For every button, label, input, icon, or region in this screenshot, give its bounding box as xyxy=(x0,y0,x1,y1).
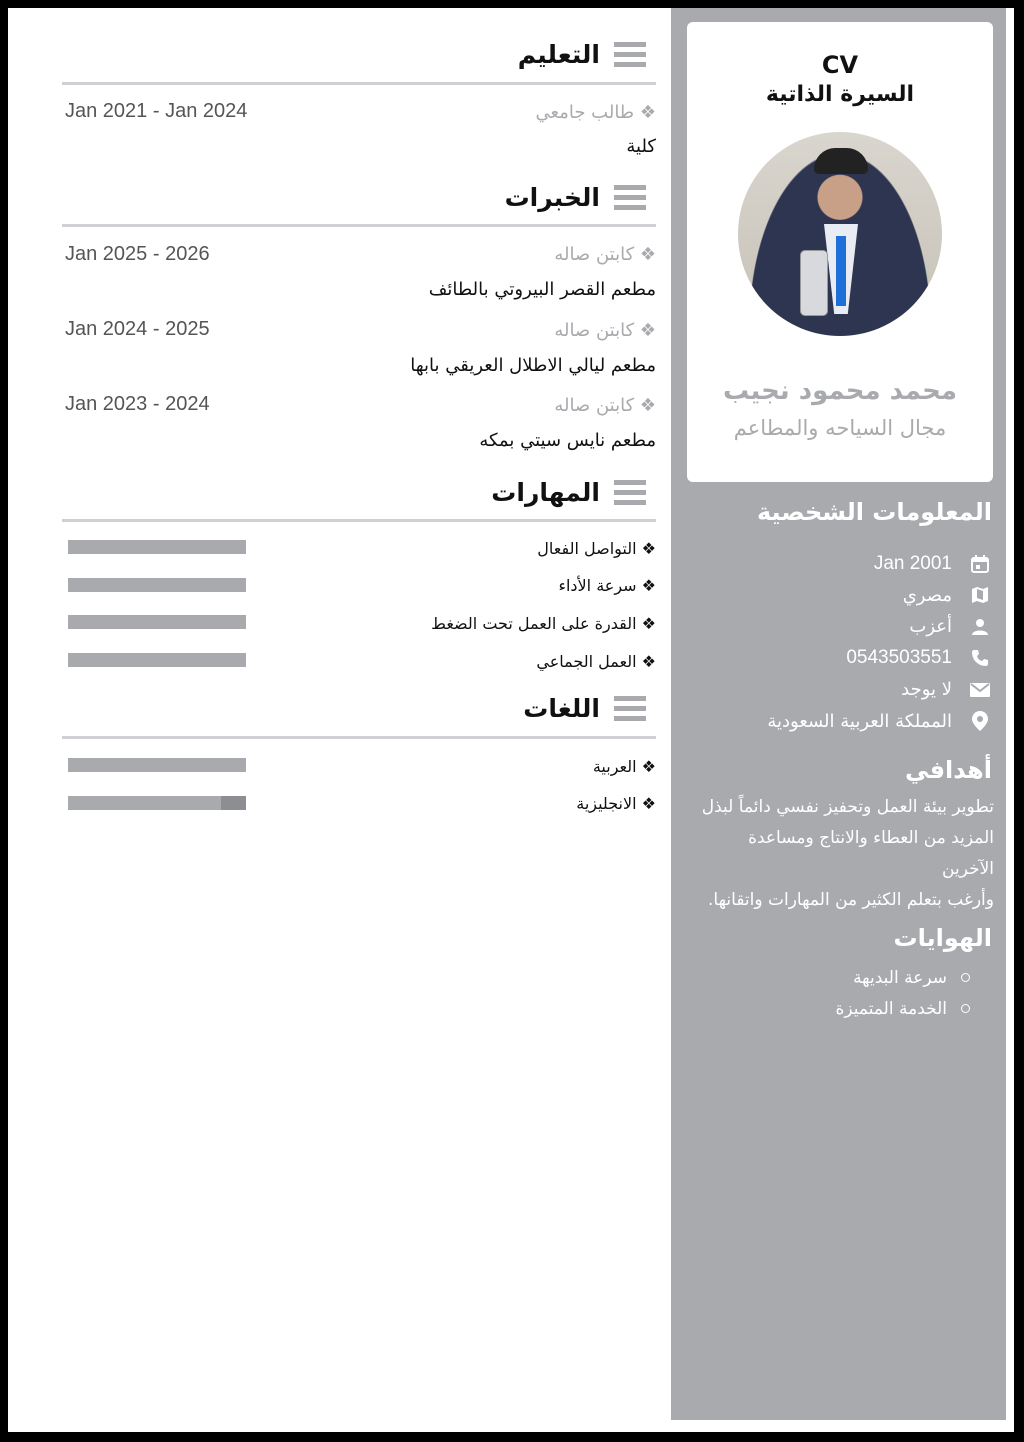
calendar-icon xyxy=(968,553,992,575)
experience-place: مطعم نايس سيتي بمكه xyxy=(479,430,656,451)
section-divider xyxy=(62,82,656,85)
hobbies-title: الهوايات xyxy=(893,924,992,952)
info-value: المملكة العربية السعودية xyxy=(767,710,952,732)
cv-title: CV xyxy=(821,51,859,79)
profile-photo xyxy=(738,132,942,336)
bullet-icon xyxy=(961,1004,970,1013)
skill-level-bar xyxy=(68,578,246,592)
profile-card xyxy=(687,22,993,482)
info-birthdate xyxy=(692,548,992,580)
hobby-list xyxy=(710,962,970,1024)
experience-date: Jan 2025 - 2026 xyxy=(65,243,210,265)
info-location xyxy=(692,706,992,738)
skill-level-fill xyxy=(68,578,246,592)
skill-level-fill xyxy=(68,653,246,667)
language-name: ❖ العربية xyxy=(592,757,656,776)
personal-info-title: المعلومات الشخصية xyxy=(756,498,992,526)
cv-subtitle: السيرة الذاتية xyxy=(765,82,915,107)
skill-level-bar xyxy=(68,540,246,554)
skills-title: المهارات xyxy=(491,478,600,507)
hobby-item: الخدمة المتميزة xyxy=(710,993,970,1024)
goals-line: تطوير بيئة العمل وتحفيز نفسي دائماً لبذل xyxy=(701,797,994,817)
skill-name: ❖ العمل الجماعي xyxy=(536,652,656,671)
info-email xyxy=(692,674,992,706)
info-nationality xyxy=(692,580,992,612)
mail-icon xyxy=(968,679,992,701)
section-divider xyxy=(62,519,656,522)
skills-header xyxy=(491,478,646,507)
skill-name: ❖ سرعة الأداء xyxy=(558,576,656,595)
experience-date: Jan 2023 - 2024 xyxy=(65,393,210,415)
experience-date: Jan 2024 - 2025 xyxy=(65,318,210,340)
skill-level-fill xyxy=(68,615,246,629)
experience-place: مطعم ليالي الاطلال العريقي بابها xyxy=(410,355,656,376)
education-header xyxy=(518,40,646,69)
education-title: التعليم xyxy=(517,40,600,69)
skill-level-bar xyxy=(68,653,246,667)
section-divider xyxy=(62,224,656,227)
profile-name: محمد محمود نجيب xyxy=(723,376,957,406)
info-marital xyxy=(692,611,992,643)
experience-role: ❖ كابتن صاله xyxy=(554,244,656,265)
goals-title: أهدافي xyxy=(905,756,992,784)
section-divider xyxy=(62,736,656,739)
list-icon xyxy=(614,480,646,506)
education-role: ❖ طالب جامعي xyxy=(535,102,656,123)
goals-text xyxy=(694,792,994,916)
language-level-bar xyxy=(68,796,246,810)
info-value: Jan 2001 xyxy=(873,552,952,574)
bullet-icon xyxy=(961,973,970,982)
location-pin-icon xyxy=(968,710,992,732)
experience-title: الخبرات xyxy=(504,183,600,212)
experience-header xyxy=(505,183,646,212)
education-place: كلية xyxy=(626,136,656,157)
hobby-item: سرعة البديهة xyxy=(710,962,970,993)
skill-name: ❖ القدرة على العمل تحت الضغط xyxy=(431,614,656,633)
skill-name: ❖ التواصل الفعال xyxy=(537,539,656,558)
info-value: 0543503551 xyxy=(846,647,952,669)
education-date: Jan 2021 - Jan 2024 xyxy=(65,100,248,122)
list-icon xyxy=(614,185,646,211)
info-value: مصري xyxy=(902,584,952,606)
language-name: ❖ الانجليزية xyxy=(576,794,656,813)
languages-header xyxy=(523,694,646,723)
experience-place: مطعم القصر البيروتي بالطائف xyxy=(428,279,656,300)
language-level-bar xyxy=(68,758,246,772)
phone-icon xyxy=(968,647,992,669)
experience-role: ❖ كابتن صاله xyxy=(554,320,656,341)
list-icon xyxy=(614,42,646,68)
skill-level-bar xyxy=(68,615,246,629)
main-column xyxy=(62,8,656,1408)
goals-line: وأرغب بتعلم الكثير من المهارات واتقانها. xyxy=(707,890,994,910)
skill-level-fill xyxy=(68,540,246,554)
person-icon xyxy=(968,616,992,638)
profile-field: مجال السياحه والمطاعم xyxy=(733,416,947,440)
info-phone xyxy=(692,643,992,675)
language-level-fill xyxy=(68,758,246,772)
sidebar xyxy=(671,8,1006,1420)
language-level-fill xyxy=(68,796,221,810)
personal-info-list xyxy=(692,548,992,737)
goals-line: المزيد من العطاء والانتاج ومساعدة الآخرين xyxy=(748,828,994,879)
info-value: لا يوجد xyxy=(901,679,952,701)
cv-page xyxy=(8,8,1014,1432)
languages-title: اللغات xyxy=(523,694,600,723)
info-value: أعزب xyxy=(909,616,952,638)
list-icon xyxy=(614,696,646,722)
map-icon xyxy=(968,584,992,606)
experience-role: ❖ كابتن صاله xyxy=(554,395,656,416)
